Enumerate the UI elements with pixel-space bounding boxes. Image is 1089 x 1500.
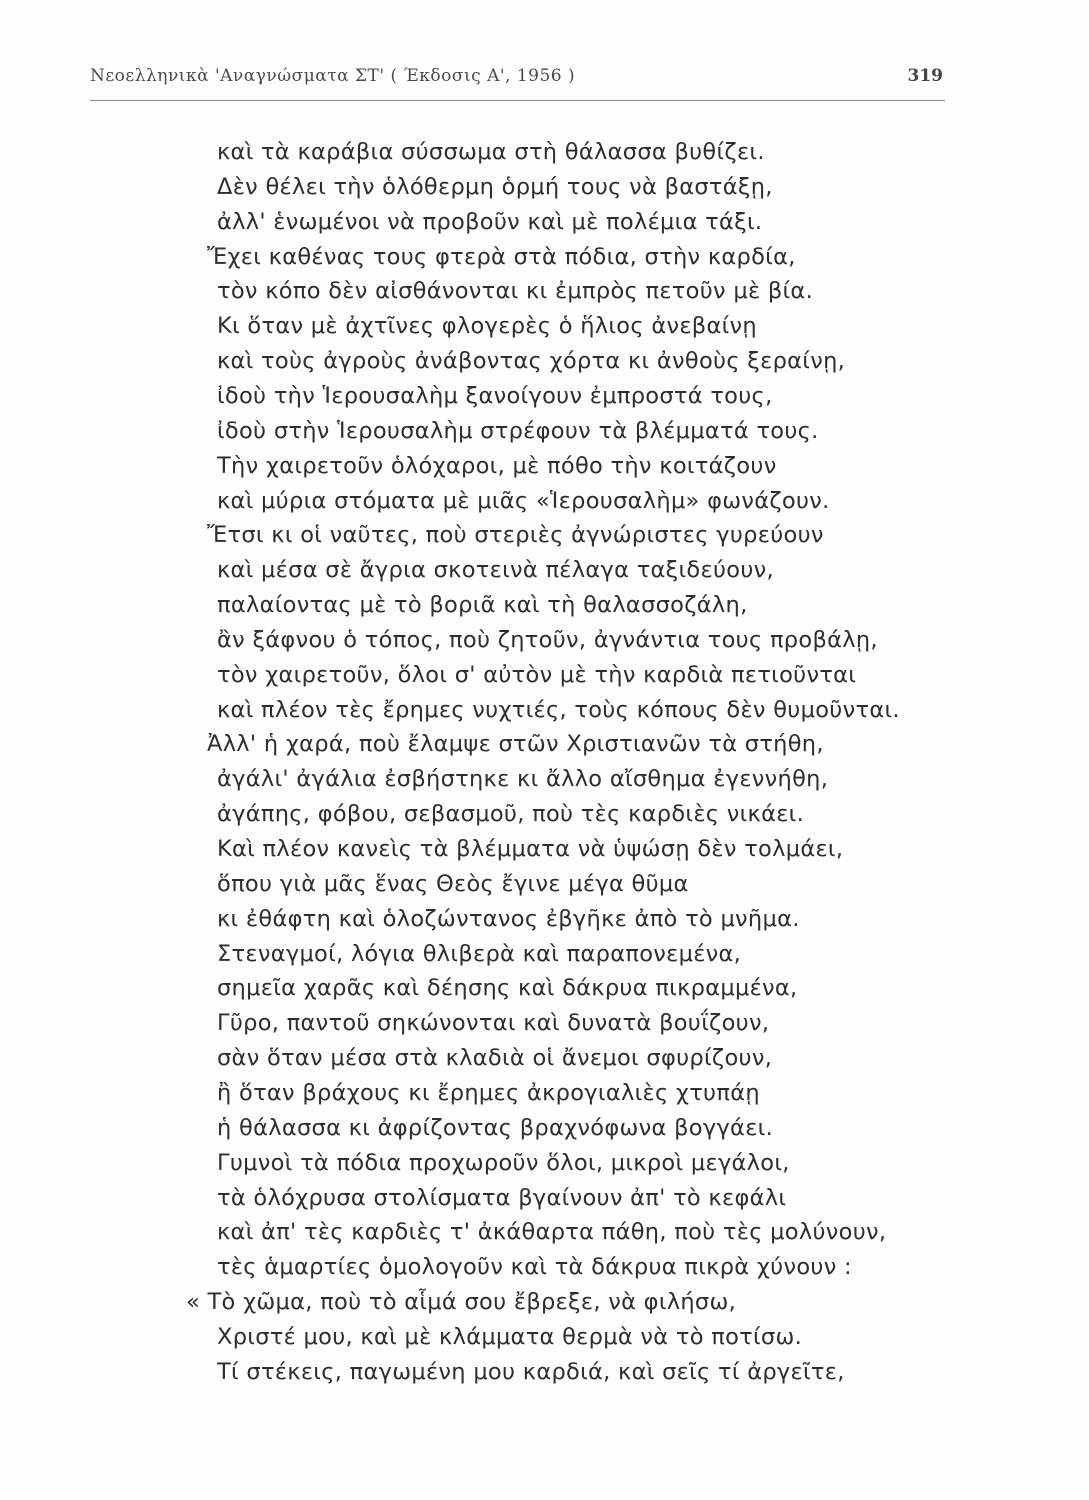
poem-line: ἢ ὅταν βράχους κι ἔρημες ἀκρογιαλιὲς χτυπάῃ bbox=[217, 1079, 760, 1106]
poem-line: Ἔχει καθένας τους φτερὰ στὰ πόδια, στὴν καρδία, bbox=[207, 243, 796, 270]
poem-line: Στεναγμοί, λόγια θλιβερὰ καὶ παραπονεμένα, bbox=[217, 940, 742, 967]
poem-line: ἂν ξάφνου ὁ τόπος, ποὺ ζητοῦν, ἀγνάντια τους προβάλῃ, bbox=[217, 626, 878, 653]
poem-line: κι ἐθάφτη καὶ ὁλοζώντανος ἐβγῆκε ἀπὸ τὸ μνῆμα. bbox=[217, 905, 800, 932]
poem-line: καὶ τὰ καράβια σύσσωμα στὴ θάλασσα βυθίζει. bbox=[217, 139, 765, 165]
poem-line: Τί στέκεις, παγωμένη μου καρδιά, καὶ σεῖς τί ἀργεῖτε, bbox=[217, 1358, 845, 1385]
poem-line: « Τὸ χῶμα, ποὺ τὸ αἷμά σου ἔβρεξε, νὰ φιλήσω, bbox=[186, 1289, 737, 1316]
poem-line: Χριστέ μου, καὶ μὲ κλάμματα θερμὰ νὰ τὸ ποτίσω. bbox=[217, 1323, 803, 1350]
poem-line: καὶ μύρια στόματα μὲ μιᾶς «Ἱερουσαλὴμ» φωνάζουν. bbox=[217, 487, 830, 514]
poem-line: Γῦρο, παντοῦ σηκώνονται καὶ δυνατὰ βουΐζουν, bbox=[217, 1010, 770, 1037]
poem-line: τὰ ὁλόχρυσα στολίσματα βγαίνουν ἀπ' τὸ κεφάλι bbox=[217, 1184, 787, 1211]
page-number: 319 bbox=[907, 66, 943, 86]
poem-line: Καὶ πλέον κανεὶς τὰ βλέμματα νὰ ὑψώσῃ δὲν τολμάει, bbox=[217, 836, 844, 862]
poem-line: τὲς ἁμαρτίες ὁμολογοῦν καὶ τὰ δάκρυα πικρὰ χύνουν : bbox=[217, 1254, 852, 1281]
poem-line: ἀγάλι' ἀγάλια ἐσβήστηκε κι ἄλλο αἴσθημα ἐγεννήθη, bbox=[217, 766, 829, 793]
poem-line: ἀγάπης, φόβου, σεβασμοῦ, ποὺ τὲς καρδιὲς νικάει. bbox=[217, 801, 805, 828]
poem-line: ὅπου γιὰ μᾶς ἕνας Θεὸς ἔγινε μέγα θῦμα bbox=[217, 870, 689, 897]
poem-line: ἰδοὺ στὴν Ἱερουσαλὴμ στρέφουν τὰ βλέμματά τους. bbox=[217, 417, 819, 444]
poem-line: ἰδοὺ τὴν Ἱερουσαλὴμ ξανοίγουν ἐμπροστά τους, bbox=[217, 382, 773, 409]
book-title: Νεοελληνικὰ 'Αναγνώσματα ΣΤ' ( Έκδοσις Α', 1956 ) bbox=[90, 66, 576, 86]
poem-line: Γυμνοὶ τὰ πόδια προχωροῦν ὅλοι, μικροὶ μεγάλοι, bbox=[217, 1149, 790, 1176]
poem-line: καὶ ἀπ' τὲς καρδιὲς τ' ἀκάθαρτα πάθη, ποὺ τὲς μολύνουν, bbox=[217, 1219, 887, 1246]
poem-line: Ἔτσι κι οἱ ναῦτες, ποὺ στεριὲς ἀγνώριστες γυρεύουν bbox=[207, 522, 824, 549]
poem-line: παλαίοντας μὲ τὸ βοριᾶ καὶ τὴ θαλασσοζάλη, bbox=[217, 592, 748, 619]
poem-line: τὸν κόπο δὲν αἰσθάνονται κι ἐμπρὸς πετοῦν μὲ βία. bbox=[217, 278, 814, 305]
poem-line: τὸν χαιρετοῦν, ὅλοι σ' αὐτὸν μὲ τὴν καρδιὰ πετιοῦνται bbox=[217, 661, 857, 688]
poem-line: καὶ πλέον τὲς ἔρημες νυχτιές, τοὺς κόπους δὲν θυμοῦνται. bbox=[217, 696, 900, 723]
poem-line: Κι ὅταν μὲ ἀχτῖνες φλογερὲς ὁ ἥλιος ἀνεβαίνῃ bbox=[217, 313, 757, 340]
poem-line: ἀλλ' ἑνωμένοι νὰ προβοῦν καὶ μὲ πολέμια τάξι. bbox=[217, 208, 763, 235]
poem-line: σημεῖα χαρᾶς καὶ δέησης καὶ δάκρυα πικραμμένα, bbox=[217, 975, 798, 1002]
poem-line: Τὴν χαιρετοῦν ὁλόχαροι, μὲ πόθο τὴν κοιτάζουν bbox=[217, 452, 777, 479]
poem-line: καὶ μέσα σὲ ἄγρια σκοτεινὰ πέλαγα ταξιδεύουν, bbox=[217, 557, 774, 584]
poem-line: ἡ θάλασσα κι ἀφρίζοντας βραχνόφωνα βογγάει. bbox=[217, 1114, 774, 1141]
poem-line: καὶ τοὺς ἀγροὺς ἀνάβοντας χόρτα κι ἀνθοὺς ξεραίνῃ, bbox=[217, 348, 846, 375]
poem-line: Ἀλλ' ἡ χαρά, ποὺ ἔλαμψε στῶν Χριστιανῶν τὰ στήθη, bbox=[207, 731, 824, 758]
poem-line: σὰν ὅταν μέσα στὰ κλαδιὰ οἱ ἄνεμοι σφυρίζουν, bbox=[217, 1045, 773, 1072]
poem-line: Δὲν θέλει τὴν ὁλόθερμη ὁρμή τους νὰ βαστάξῃ, bbox=[217, 173, 773, 200]
